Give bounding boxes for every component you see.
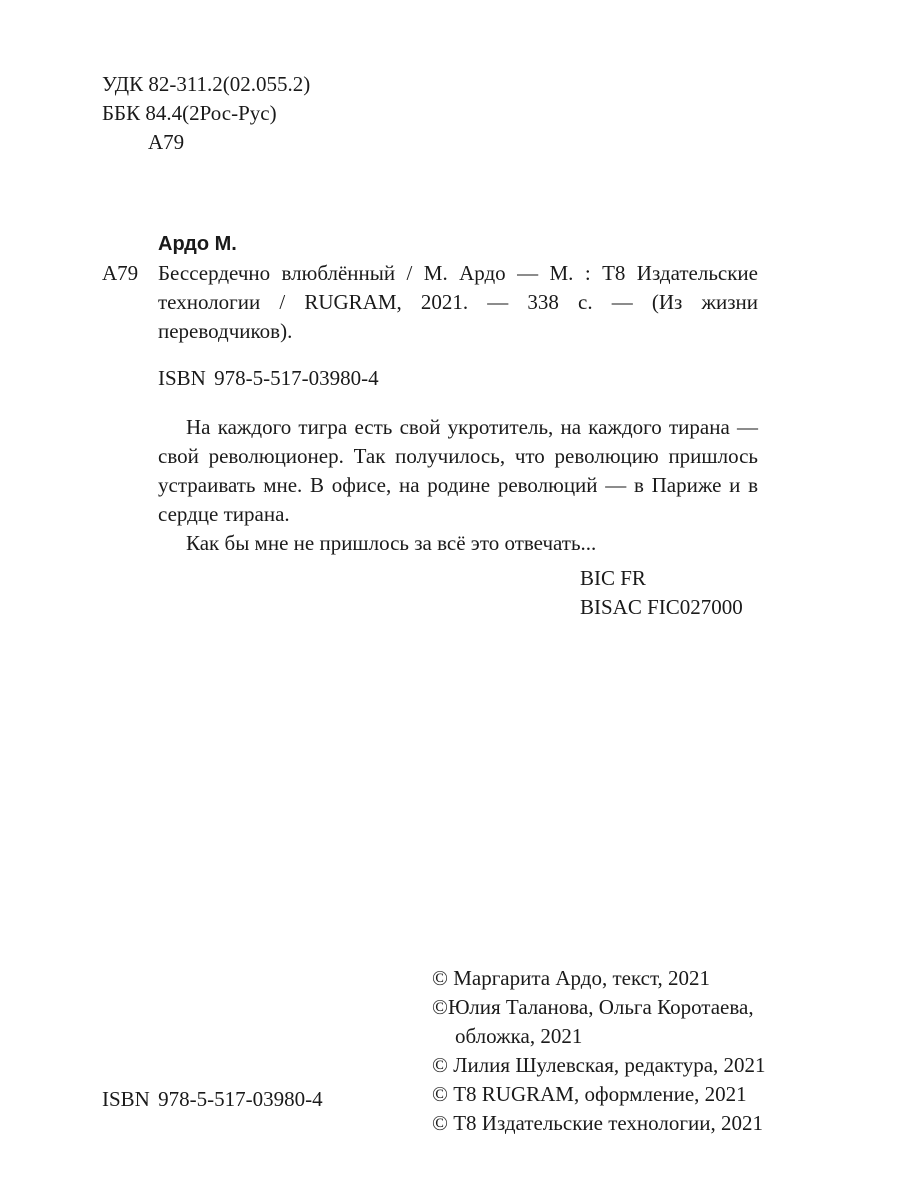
annotation-paragraph: Как бы мне не пришлось за всё это отвечать... — [186, 531, 597, 555]
isbn-footer: ISBN 978-5-517-03980-4 — [102, 1087, 323, 1111]
entry-author-mark: А79 — [102, 261, 139, 285]
copyright-line: © Т8 RUGRAM, оформление, 2021 — [432, 1082, 747, 1106]
copyright-block — [432, 964, 766, 1138]
bisac-code: BISAC FIC027000 — [580, 595, 743, 619]
copyright-line: © Т8 Издательские технологии, 2021 — [432, 1111, 763, 1135]
annotation-paragraph: На каждого тигра есть свой укротитель, на каждого тирана — свой революционер. Так получилось, что революцию пришлось устраивать мне. В офисе, на родине революций — в Париже и в сердце тирана. — [158, 415, 758, 526]
author-mark: А79 — [148, 130, 185, 154]
bibliographic-description: Бессердечно влюблённый / М. Ардо — М. : Т8 Издательские технологии / RUGRAM, 2021. — 338 с. — (Из жизни переводчиков). — [158, 261, 758, 343]
copyright-line: © Маргарита Ардо, текст, 2021 — [432, 966, 711, 990]
annotation — [158, 413, 758, 558]
copyright-line: © Лилия Шулевская, редактура, 2021 — [432, 1053, 766, 1077]
udk-code: УДК 82-311.2(02.055.2) — [102, 72, 311, 96]
classification-block — [102, 70, 310, 157]
isbn-main: ISBN 978-5-517-03980-4 — [158, 366, 379, 390]
bic-code: BIC FR — [580, 566, 646, 590]
bbk-code: ББК 84.4(2Рос-Рус) — [102, 101, 277, 125]
copyright-line: обложка, 2021 — [455, 1024, 583, 1048]
author-name: Ардо М. — [158, 233, 237, 255]
copyright-line: ©Юлия Таланова, Ольга Коротаева, — [432, 995, 754, 1019]
subject-codes — [580, 564, 743, 622]
